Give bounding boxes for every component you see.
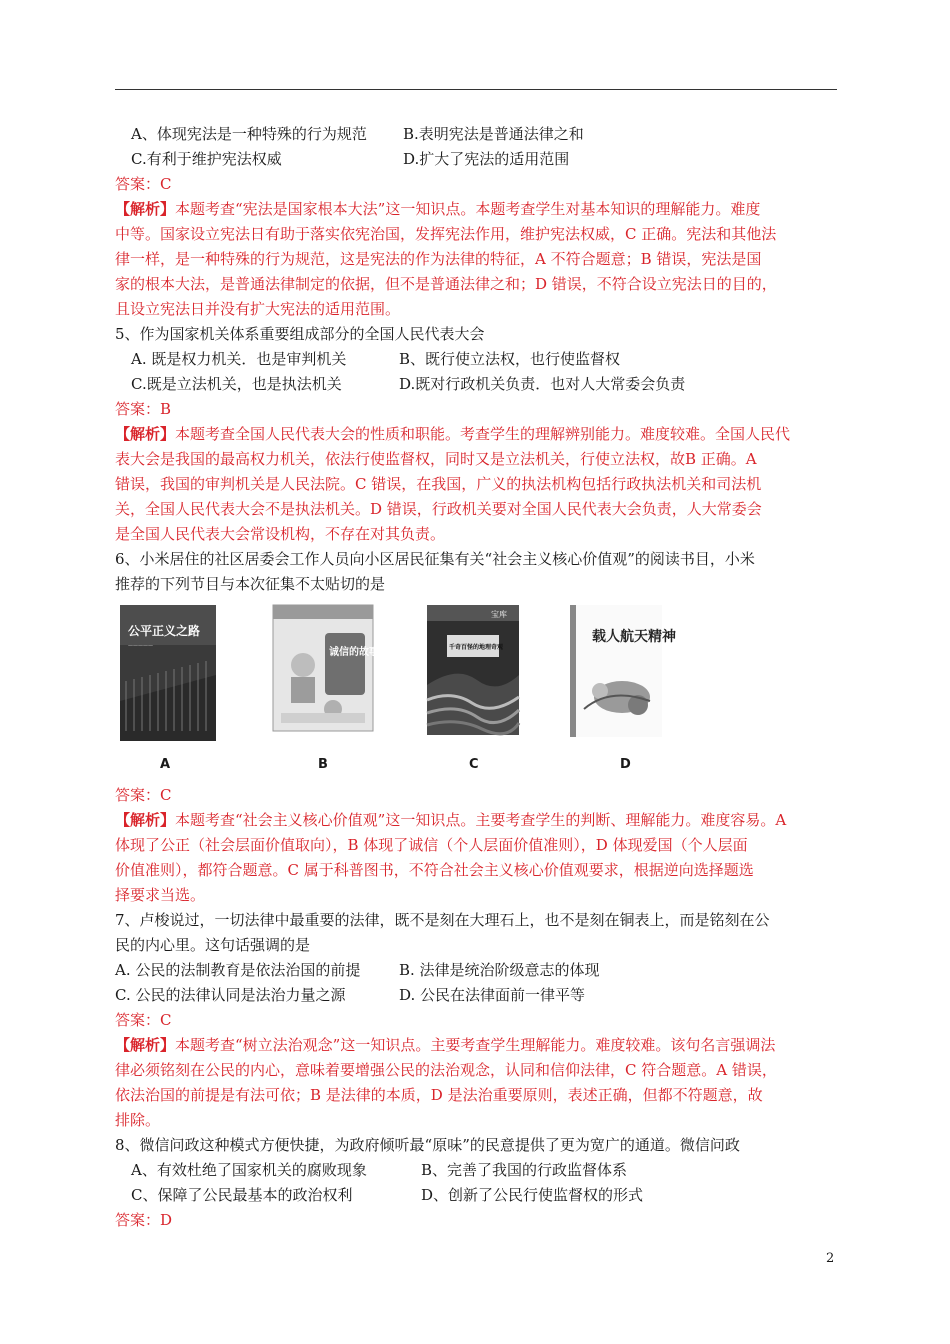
q8-option-c: C、保障了公民最基本的政治权利 xyxy=(131,1186,353,1204)
q7-option-c: C. 公民的法律认同是法治力量之源 xyxy=(115,986,346,1004)
q6-analysis-line: 择要求当选。 xyxy=(115,886,206,904)
q7-options-row-1 xyxy=(115,958,840,983)
q7-option-b: B. 法律是统治阶级意志的体现 xyxy=(399,961,600,979)
q8-stem: 8、微信问政这种模式方便快捷，为政府倾听最“原味”的民意提供了更为宽广的通道。微信问政 xyxy=(115,1136,740,1154)
q5-options-row-2 xyxy=(115,372,840,397)
q5-option-a: A. 既是权力机关．也是审判机关 xyxy=(131,350,347,368)
q7-stem-line: 7、卢梭说过，一切法律中最重要的法律，既不是刻在大理石上，也不是刻在铜表上，而是铭刻在公 xyxy=(115,911,770,929)
analysis-tag: 【解析】 xyxy=(115,200,176,218)
q7-analysis-line: 律必须铭刻在公民的内心，意味着要增强公民的法治观念，认同和信仰法律，C 符合题意。A 错误， xyxy=(115,1061,777,1079)
q8-options-row-2 xyxy=(115,1183,840,1208)
q4-options-row-2 xyxy=(115,147,840,172)
q6-analysis-line: 【解析】本题考查“社会主义核心价值观”这一知识点。主要考查学生的判断、理解能力。难度容易。A xyxy=(115,811,787,829)
book-c-tag: 宝库 xyxy=(491,610,507,619)
q8-option-d: D、创新了公民行使监督权的形式 xyxy=(421,1186,644,1204)
q5-stem: 5、作为国家机关体系重要组成部分的全国人民代表大会 xyxy=(115,325,485,343)
q7-analysis-line: 排除。 xyxy=(115,1111,161,1129)
book-d-title: 载人航天精神 xyxy=(592,629,676,645)
q4-option-c: C.有利于维护宪法权威 xyxy=(131,150,282,168)
q7-answer: 答案：C xyxy=(115,1011,172,1029)
q6-analysis-line: 体现了公正（社会层面价值取向），B 体现了诚信（个人层面价值准则），D 体现爱国（个人层面 xyxy=(115,836,748,854)
q6-answer: 答案：C xyxy=(115,786,172,804)
q4-answer: 答案：C xyxy=(115,175,172,193)
q5-analysis-line: 错误，我国的审判机关是人民法院。C 错误，在我国，广义的执法机构包括行政执法机关和司法机 xyxy=(115,475,762,493)
q6-stem-line: 6、小米居住的社区居委会工作人员向小区居民征集有关“社会主义核心价值观”的阅读书目，小米 xyxy=(115,550,755,568)
q4-option-d: D.扩大了宪法的适用范围 xyxy=(403,150,570,168)
q8-option-a: A、有效杜绝了国家机关的腐败现象 xyxy=(131,1161,367,1179)
q6-stem-line: 推荐的下列节目与本次征集不太贴切的是 xyxy=(115,575,386,593)
book-a-title: 公平正义之路 xyxy=(128,624,201,638)
q4-analysis-line: 家的根本大法，是普通法律制定的依据，但不是普通法律之和；D 错误，不符合设立宪法日的目的， xyxy=(115,275,777,293)
q4-analysis-line: 中等。国家设立宪法日有助于落实依宪治国，发挥宪法作用，维护宪法权威，C 正确。宪法和其他法 xyxy=(115,225,777,243)
q4-analysis-line: 律一样，是一种特殊的行为规范，这是宪法的作为法律的特征，A 不符合题意；B 错误，宪法是国 xyxy=(115,250,762,268)
q7-option-a: A. 公民的法制教育是依法治国的前提 xyxy=(115,961,361,979)
document-body xyxy=(115,122,840,1233)
q4-options-row-1 xyxy=(115,122,840,147)
q8-options-row-1 xyxy=(115,1158,840,1183)
q7-options-row-2 xyxy=(115,983,840,1008)
analysis-tag: 【解析】 xyxy=(115,1036,176,1054)
book-label-d: D xyxy=(620,757,631,772)
q6-book-figure xyxy=(115,597,840,783)
analysis-tag: 【解析】 xyxy=(115,425,176,443)
q5-analysis-line: 是全国人民代表大会常设机构，不存在对其负责。 xyxy=(115,525,446,543)
book-cover-a xyxy=(120,605,216,741)
q5-analysis-line: 关，全国人民代表大会不是执法机关。D 错误，行政机关要对全国人民代表大会负责，人大常委会 xyxy=(115,500,762,518)
q7-analysis-line: 【解析】本题考查“树立法治观念”这一知识点。主要考查学生理解能力。难度较难。该句名言强调法 xyxy=(115,1036,776,1054)
q7-analysis-line: 依法治国的前提是有法可依；B 是法律的本质，D 是法治重要原则，表述正确，但都不符题意，故 xyxy=(115,1086,763,1104)
q8-answer: 答案：D xyxy=(115,1211,173,1229)
book-a-subtitle: ————— xyxy=(128,643,153,649)
q5-answer: 答案：B xyxy=(115,400,172,418)
page-number: 2 xyxy=(826,1251,835,1266)
book-cover-c xyxy=(427,605,519,735)
q5-option-b: B、既行使立法权，也行使监督权 xyxy=(399,350,621,368)
book-label-a: A xyxy=(160,757,171,772)
q5-analysis-line: 表大会是我国的最高权力机关，依法行使监督权，同时又是立法机关，行使立法权，故B 正确。A xyxy=(115,450,757,468)
q4-analysis-line: 【解析】本题考查“宪法是国家根本大法”这一知识点。本题考查学生对基本知识的理解能力。难度 xyxy=(115,200,761,218)
book-c-title: 千奇百怪的地理奇观 xyxy=(449,644,504,651)
book-label-c: C xyxy=(469,757,479,772)
q8-option-b: B、完善了我国的行政监督体系 xyxy=(421,1161,628,1179)
q5-options-row-1 xyxy=(115,347,840,372)
q4-option-a: A、体现宪法是一种特殊的行为规范 xyxy=(131,125,367,143)
q5-analysis-line: 【解析】本题考查全国人民代表大会的性质和职能。考查学生的理解辨别能力。难度较难。全国人民代 xyxy=(115,425,791,443)
header-rule xyxy=(115,89,837,90)
book-cover-b xyxy=(273,605,379,731)
q6-analysis-line: 价值准则），都符合题意。C 属于科普图书，不符合社会主义核心价值观要求，根据逆向选择题选 xyxy=(115,861,754,879)
q4-analysis-line: 且设立宪法日并没有扩大宪法的适用范围。 xyxy=(115,300,401,318)
q7-stem-line: 民的内心里。这句话强调的是 xyxy=(115,936,311,954)
q5-option-d: D.既对行政机关负责．也对人大常委会负责 xyxy=(399,375,686,393)
book-cover-d xyxy=(570,605,676,737)
analysis-tag: 【解析】 xyxy=(115,811,176,829)
q7-option-d: D. 公民在法律面前一律平等 xyxy=(399,986,586,1004)
book-b-title: 诚信的故事 xyxy=(329,647,379,658)
q4-option-b: B.表明宪法是普通法律之和 xyxy=(403,125,584,143)
q5-option-c: C.既是立法机关，也是执法机关 xyxy=(131,375,342,393)
book-label-b: B xyxy=(318,757,328,772)
